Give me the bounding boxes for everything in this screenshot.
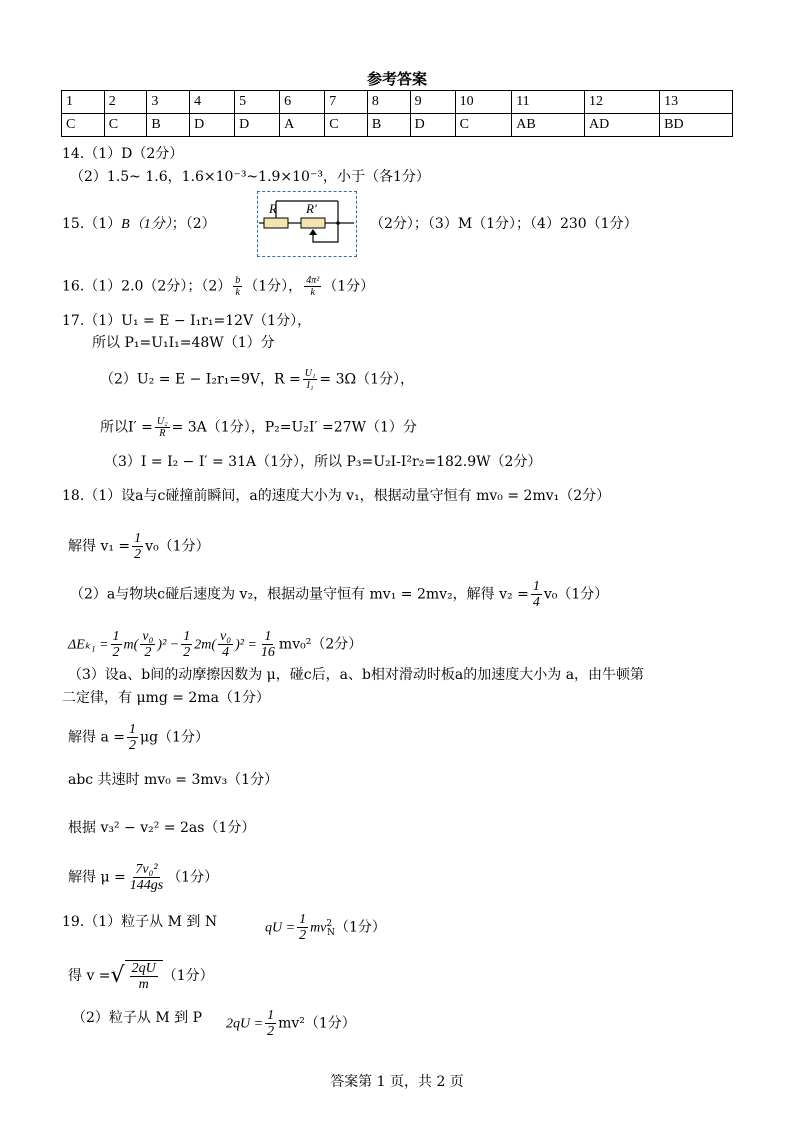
table-cell: 11: [512, 91, 585, 114]
denominator: k: [310, 287, 315, 298]
denominator: I₁: [306, 380, 314, 391]
table-cell: 1: [62, 91, 105, 114]
q18-line-5: （3）设a、b间的动摩擦因数为 μ，碰c后，a、b相对滑动时板a的加速度大小为 a，由牛顿第: [68, 667, 645, 683]
fraction: [155, 416, 170, 439]
fraction: [127, 722, 138, 753]
numerator: 1: [532, 579, 540, 594]
table-cell: A: [280, 114, 325, 137]
table-row-answers: [62, 114, 733, 137]
q18-line-9: 根据 v₃² − v₂² = 2as（1分）: [68, 820, 256, 836]
denominator: 2: [183, 645, 191, 660]
denominator: 2: [134, 547, 142, 562]
fraction: [233, 275, 242, 298]
table-cell: 10: [455, 91, 512, 114]
table-cell: 5: [235, 91, 280, 114]
numerator: U₁: [304, 368, 316, 379]
fraction: [130, 961, 158, 992]
table-cell: C: [62, 114, 105, 137]
q18-text: μg（1分）: [139, 729, 209, 746]
q18-text: mv₀²（2分）: [278, 636, 363, 653]
denominator: k: [235, 287, 240, 298]
sqrt-radicand: [125, 960, 163, 992]
q19-line-3b: [226, 1008, 356, 1039]
q18-line-4: [68, 629, 362, 660]
denominator: 2: [112, 645, 120, 660]
sqrt-sign: √: [110, 963, 125, 988]
table-cell: 13: [660, 91, 733, 114]
q19-text: （1分）: [162, 968, 214, 984]
q18-text: )² −: [157, 637, 180, 653]
q18-text: 解得 a =: [68, 729, 125, 746]
q18-text: )² =: [235, 637, 257, 653]
q18-text: （1分）: [167, 869, 219, 886]
table-cell: AD: [585, 114, 660, 137]
table-cell: 7: [325, 91, 368, 114]
table-cell: B: [147, 114, 190, 137]
table-cell: AB: [512, 114, 585, 137]
fraction: [303, 368, 318, 391]
denominator: 2: [128, 738, 136, 753]
table-cell: C: [104, 114, 147, 137]
numerator: 1: [134, 531, 142, 546]
numerator: v₀: [142, 629, 154, 644]
q17-text: （2）U₂ = E − I₂r₁=9V，R =: [100, 371, 301, 388]
table-cell: 8: [367, 91, 410, 114]
q17-text: = 3A（1分），P₂=U₂I′ =27W（1）分: [171, 419, 417, 436]
q18-text: 2m(: [194, 637, 217, 653]
fraction: [128, 862, 165, 893]
q19-text: qU =: [265, 920, 296, 936]
numerator: 4π²: [306, 275, 320, 286]
q19-text: mv²（1分）: [278, 1015, 356, 1032]
q18-line-7: [68, 722, 209, 753]
denominator: 144gs: [129, 878, 164, 893]
q15-sep: ；（2）: [171, 216, 216, 232]
q15-part1: 15.（1）: [62, 216, 122, 232]
q16-line: [62, 275, 374, 298]
q16-text-c: （1分）: [323, 278, 375, 295]
fraction: [265, 1008, 276, 1039]
q19-text: 2qU =: [226, 1016, 264, 1032]
q17-text: 所以I′ =: [100, 419, 153, 436]
q18-line-8: abc 共速时 mv₀ = 3mv₃（1分）: [68, 772, 279, 788]
q18-text: ΔEₖ₁ =: [68, 637, 109, 653]
q19-line-1b: [265, 912, 386, 943]
q17-line-5: （3）I = I₂ − I′ = 31A（1分），所以 P₃=U₂I-I²r₂=182.9W（2分）: [104, 454, 542, 470]
numerator: 1: [183, 629, 191, 644]
denominator: R: [159, 428, 166, 439]
q18-text: v₀（1分）: [543, 586, 609, 603]
q19-line-2: [68, 960, 214, 992]
denominator: 4: [222, 645, 230, 660]
q15-line-2: （2分）；（3）M（1分）；（4）230（1分）: [370, 216, 638, 232]
fraction: [111, 629, 122, 660]
denominator: 2: [267, 1024, 275, 1039]
table-cell: 3: [147, 91, 190, 114]
fraction: [531, 579, 542, 610]
numerator: 1: [264, 629, 272, 644]
answer-table: [61, 90, 733, 137]
q16-text-a: 16.（1）2.0（2分）；（2）: [62, 278, 232, 295]
numerator: 1: [267, 1008, 275, 1023]
q18-text: m(: [123, 637, 139, 653]
fraction: [297, 912, 308, 943]
superscript: 2: [326, 918, 333, 929]
numerator: 7v₀²: [135, 862, 158, 877]
q18-line-1: 18.（1）设a与c碰撞前瞬间，a的速度大小为 v₁，根据动量守恒有 mv₀ = 2mv₁（2分）: [62, 488, 611, 504]
fraction: [218, 629, 233, 660]
numerator: v₀: [220, 629, 232, 644]
subscript: N: [327, 928, 335, 939]
q18-line-2: [68, 531, 210, 562]
table-row-numbers: [62, 91, 733, 114]
denominator: 2: [144, 645, 152, 660]
q17-line-2: 所以 P₁=U₁I₁=48W（1）分: [92, 335, 275, 351]
q18-text: v₀（1分）: [145, 538, 210, 555]
sqrt: [111, 960, 163, 992]
fraction: [181, 629, 192, 660]
fraction: [259, 629, 277, 660]
page-title: 参考答案: [366, 70, 427, 88]
table-cell: D: [190, 114, 235, 137]
table-cell: D: [410, 114, 455, 137]
table-cell: 2: [104, 91, 147, 114]
numerator: 2qU: [131, 961, 156, 976]
q17-line-1: 17.（1）U₁ = E − I₁r₁=12V（1分），: [62, 313, 312, 329]
numerator: 1: [299, 912, 307, 927]
table-cell: 6: [280, 91, 325, 114]
q17-text: = 3Ω（1分），: [319, 371, 415, 388]
q19-text: 得 v =: [68, 968, 111, 984]
q17-line-3: [100, 368, 414, 391]
circuit-diagram: [257, 191, 357, 257]
q18-text: 解得 μ =: [68, 869, 126, 886]
circuit-label-r: R: [269, 201, 277, 216]
numerator: b: [235, 275, 241, 286]
fraction: [132, 531, 143, 562]
table-cell: 9: [410, 91, 455, 114]
q14-line-2: （2）1.5~ 1.6，1.6×10⁻³~1.9×10⁻³，小于（各1分）: [70, 169, 430, 185]
q18-line-3: [70, 579, 608, 610]
q15-line: [62, 214, 216, 235]
table-cell: BD: [660, 114, 733, 137]
q18-text: （2）a与物块c碰后速度为 v₂，根据动量守恒有 mv₁ = 2mv₂，解得 v₂ =: [70, 586, 529, 603]
fraction: [140, 629, 155, 660]
q19-line-3a: （2）粒子从 M 到 P: [72, 1010, 203, 1026]
q14-line-1: 14.（1）D（2分）: [62, 146, 184, 162]
table-cell: D: [235, 114, 280, 137]
fraction: [304, 275, 321, 298]
q18-text: 解得 v₁ =: [68, 538, 131, 555]
numerator: 1: [128, 722, 136, 737]
page-footer: 答案第 1 页，共 2 页: [330, 1074, 464, 1090]
denominator: 4: [532, 595, 540, 610]
q16-text-b: （1分），: [244, 278, 303, 295]
q19-line-1a: 19.（1）粒子从 M 到 N: [62, 914, 218, 930]
table-cell: C: [325, 114, 368, 137]
q18-line-10: [68, 862, 218, 893]
table-cell: C: [455, 114, 512, 137]
q15-answer-b: B（1分）: [121, 217, 172, 232]
denominator: m: [138, 977, 149, 992]
numerator: U₂: [156, 416, 168, 427]
table-cell: 4: [190, 91, 235, 114]
numerator: 1: [112, 629, 120, 644]
denominator: 16: [260, 645, 275, 660]
q19-text: mv: [310, 920, 327, 936]
circuit-label-r-prime: R′: [306, 201, 317, 216]
table-cell: 12: [585, 91, 660, 114]
q19-text: （1分）: [335, 919, 386, 936]
denominator: 2: [299, 928, 307, 943]
q17-line-4: [100, 416, 417, 439]
table-cell: B: [367, 114, 410, 137]
q18-line-6: 二定律，有 μmg = 2ma（1分）: [62, 690, 270, 706]
